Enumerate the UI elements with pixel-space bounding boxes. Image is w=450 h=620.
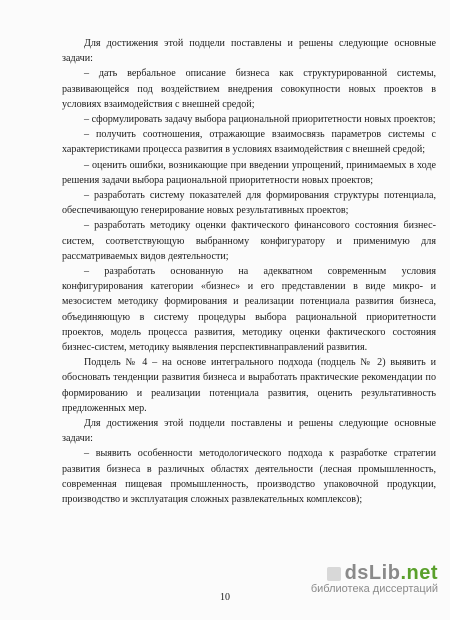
paragraph: – разработать основанную на адекватном современным условия конфигурирования категории «бизнес» и его представлении в виде микро- и мезосистем методику формирования и реализации потенциала развития бизнеса, объединяющую в систему процедуры выбора рациональной приоритетности проектов, модель процесса развития, методику оценки фактического состояния бизнес-систем, методику выявления перспективнаправлений развития. [62,266,436,354]
paragraph: Подцель № 4 – на основе интегрального подхода (подцель № 2) выявить и обосновать тенденции развития бизнеса и выработать практические рекомендации по формированию и реализации потенциала развития, оценить результативность предложенных мер. [62,357,436,414]
paragraph: – оценить ошибки, возникающие при введении упрощений, принимаемых в ходе решения задачи выбора рациональной приоритетности новых проектов; [62,159,436,186]
watermark-subtitle: библиотека диссертаций [310,583,438,595]
paragraph: – дать вербальное описание бизнеса как структурированной системы, развивающейся под воздействием внедрения совокупности новых проектов в условиях взаимодействия с внешней средой; [62,68,436,110]
paragraph: – разработать систему показателей для формирования структуры потенциала, обеспечивающую генерирование новых результативных проектов; [62,190,436,217]
watermark-logo [327,562,438,585]
paragraph: – сформулировать задачу выбора рациональной приоритетности новых проектов; [84,114,436,126]
paragraph: Для достижения этой подцели поставлены и решены следующие основные задачи: [62,38,436,65]
page-body [62,36,436,507]
paragraph: Для достижения этой подцели поставлены и решены следующие основные задачи: [62,418,436,445]
paragraph: – разработать методику оценки фактического финансового состояния бизнес-систем, соответствующую выбранному конфигуратору и применимую для рассматриваемых видов деятельности; [62,220,436,262]
logo-main-text: dsLib [344,562,401,584]
logo-mark-icon [327,567,341,581]
page-number: 10 [220,592,230,603]
paragraph: – выявить особенности методологического подхода к разработке стратегии развития бизнеса в различных областях деятельности (лесная промышленность, современная пищевая промышленность, производство упаковочной продукции, производство и эксплуатация сложных развлекательных комплексов); [62,448,436,506]
logo-suffix-text: .net [400,562,438,584]
watermark [280,562,438,602]
paragraph: – получить соотношения, отражающие взаимосвязь параметров системы с характеристиками процесса развития в условиях взаимодействия с внешней средой; [62,129,436,156]
